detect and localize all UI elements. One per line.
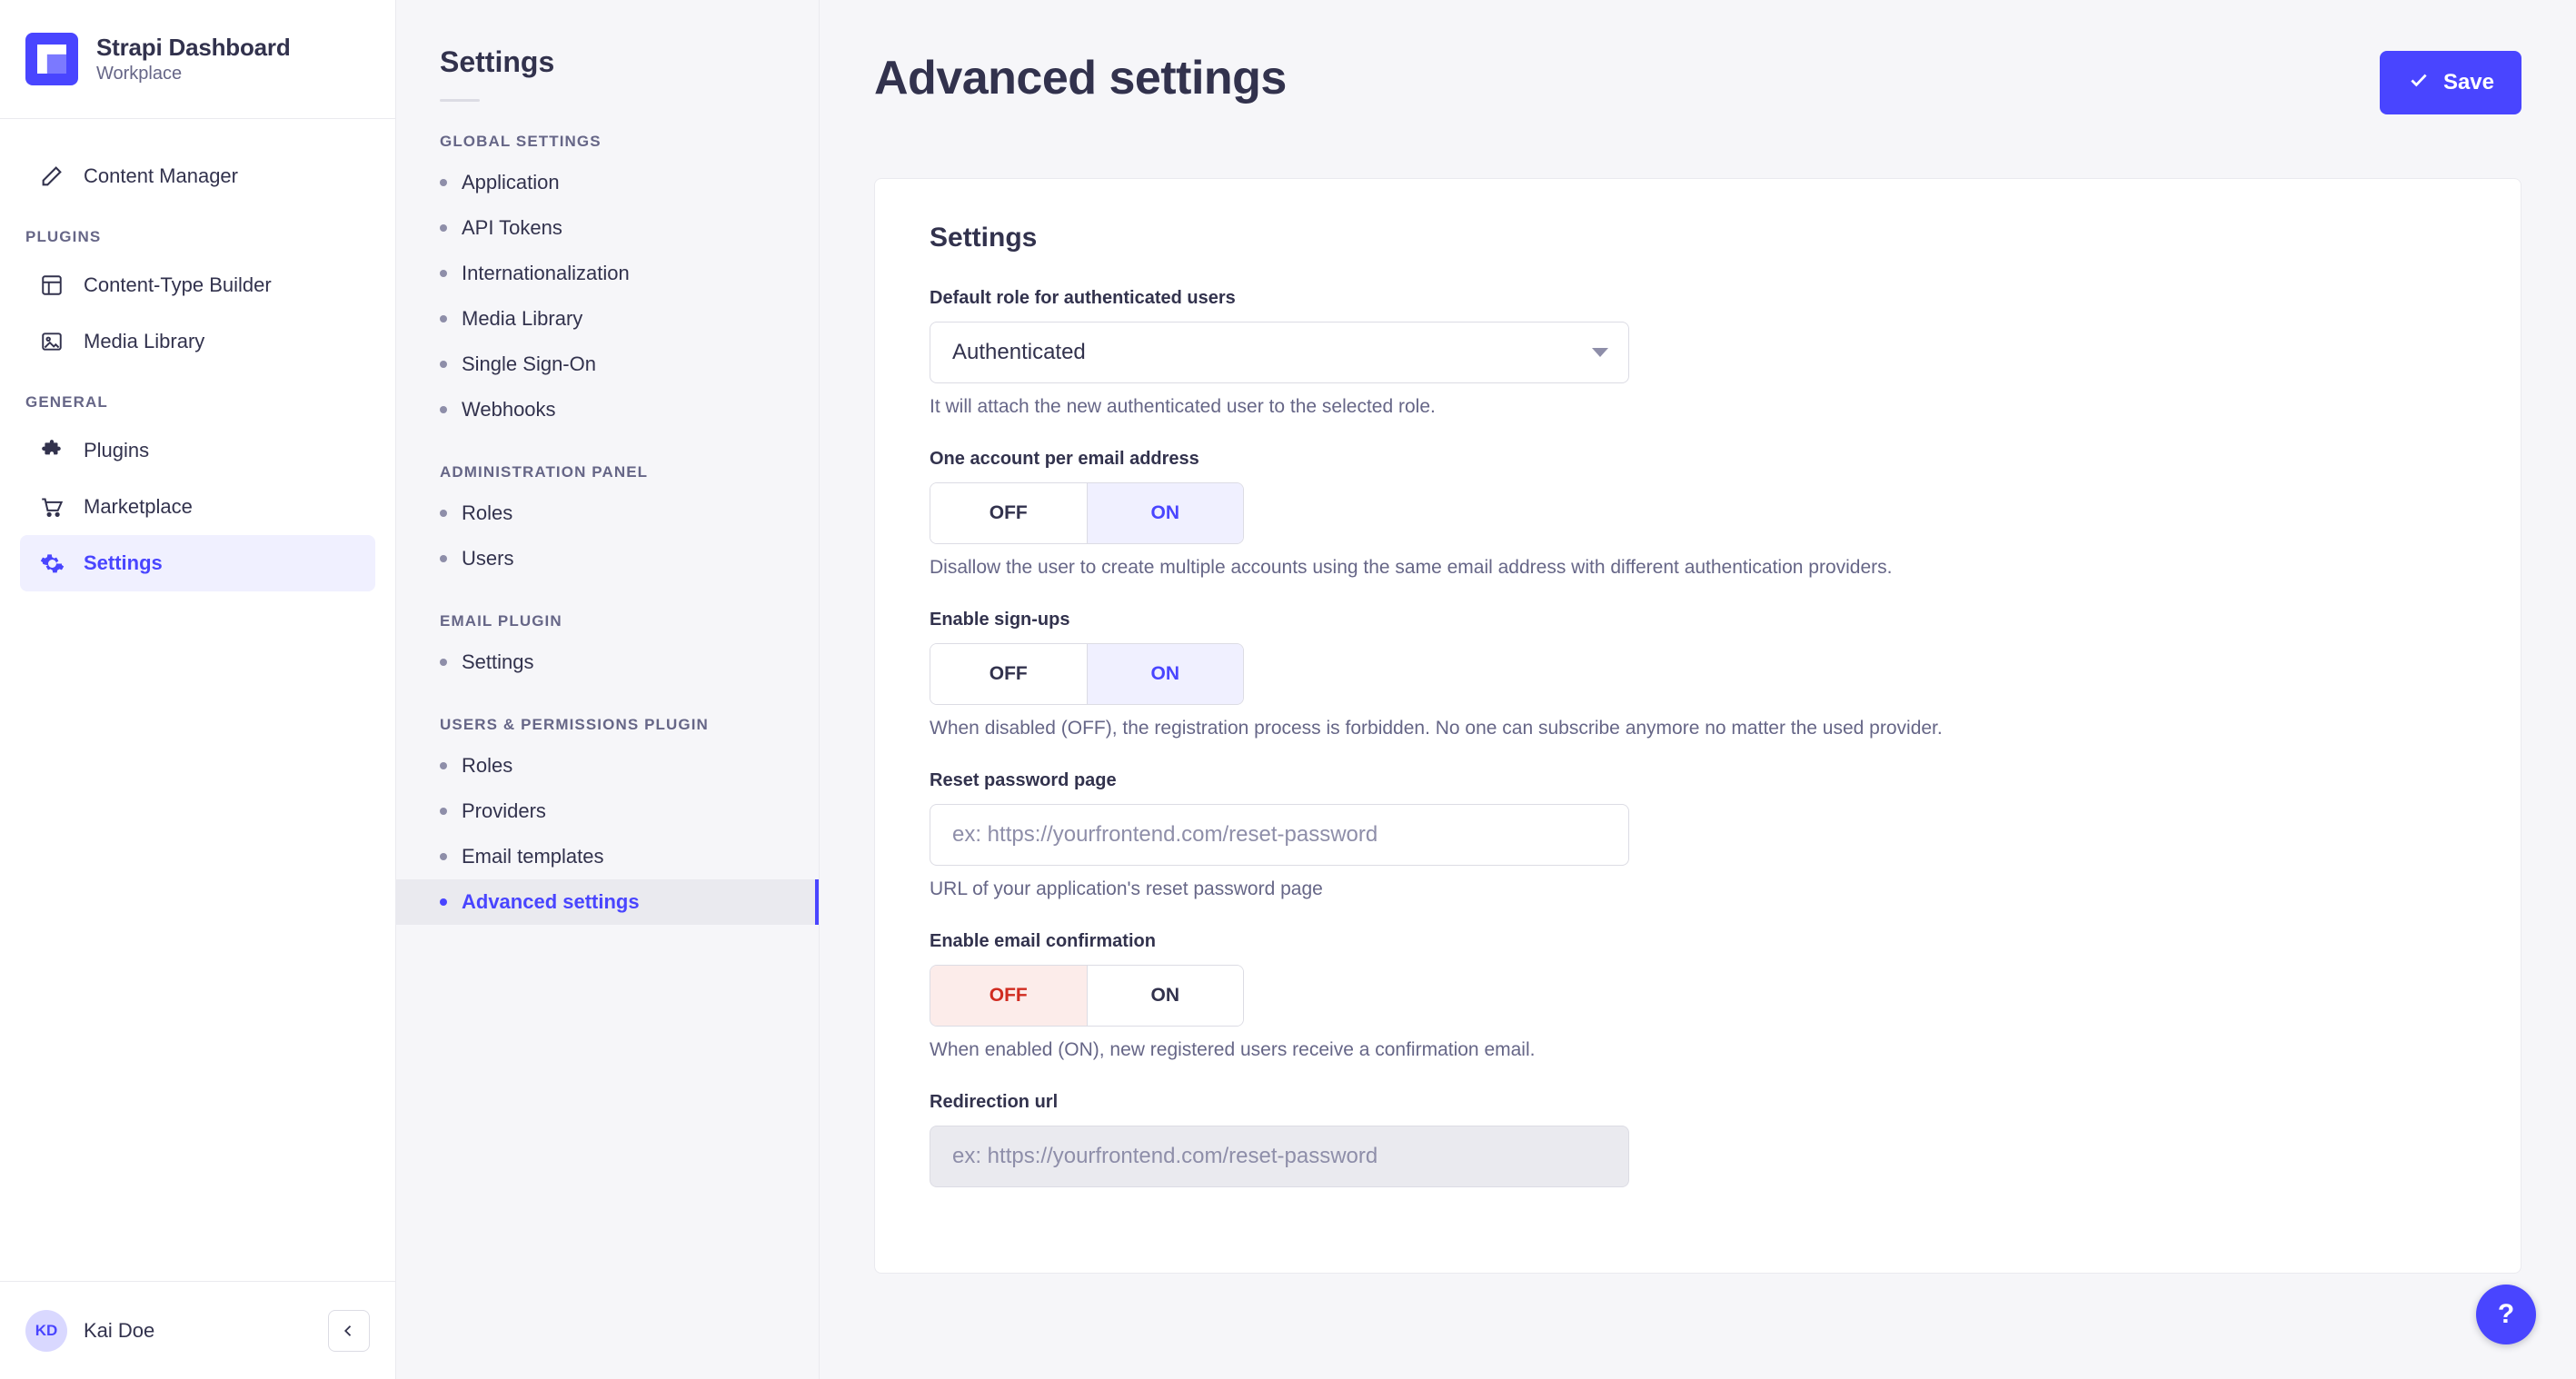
- subnav-item-label: Application: [462, 171, 560, 193]
- subnav-group-administration-panel: ADMINISTRATION PANEL: [440, 463, 649, 481]
- toggle-off-option[interactable]: OFF: [930, 483, 1087, 543]
- redirection-url-input: [930, 1126, 1629, 1187]
- bullet-icon: [440, 808, 447, 815]
- subnav-item-email-settings[interactable]: [396, 640, 819, 685]
- bullet-icon: [440, 224, 447, 232]
- field-label: Enable sign-ups: [930, 610, 1070, 630]
- save-button[interactable]: [2380, 51, 2521, 114]
- settings-card: [874, 178, 2521, 1274]
- subnav-group-global-settings: GLOBAL SETTINGS: [440, 133, 602, 150]
- sidebar-section-plugins: PLUGINS: [25, 228, 102, 245]
- sidebar-item-plugins[interactable]: [20, 422, 375, 479]
- brand-text: [96, 34, 291, 84]
- subnav-item-label: Settings: [462, 650, 534, 673]
- avatar: KD: [25, 1310, 67, 1352]
- subnav-item-advanced-settings[interactable]: [396, 879, 819, 925]
- bullet-icon: [440, 406, 447, 413]
- field-enable-signups: [930, 610, 2466, 739]
- user-block[interactable]: [25, 1310, 154, 1352]
- field-default-role: [930, 288, 2466, 418]
- subnav-group-users-permissions-plugin: USERS & PERMISSIONS PLUGIN: [440, 716, 709, 733]
- subnav-item-internationalization[interactable]: [396, 251, 819, 296]
- sidebar-item-label: Settings: [84, 551, 163, 574]
- subnav-item-label: Internationalization: [462, 262, 630, 284]
- sidebar-item-label: Content Manager: [84, 164, 238, 187]
- brand-subtitle: Workplace: [96, 64, 183, 84]
- field-label: One account per email address: [930, 449, 1199, 469]
- default-role-select[interactable]: [930, 322, 1629, 383]
- subnav-item-email-templates[interactable]: [396, 834, 819, 879]
- bullet-icon: [440, 315, 447, 322]
- subnav-group-email-plugin: EMAIL PLUGIN: [440, 612, 562, 630]
- card-title: Settings: [930, 223, 1038, 253]
- subnav-item-label: Email templates: [462, 845, 604, 868]
- subnav-item-label: Webhooks: [462, 398, 556, 421]
- check-icon: [2407, 68, 2431, 98]
- subnav-item-up-roles[interactable]: [396, 743, 819, 789]
- layout-icon: [38, 272, 65, 299]
- settings-subnav: [396, 0, 820, 1379]
- sidebar-item-marketplace[interactable]: [20, 479, 375, 535]
- bullet-icon: [440, 361, 447, 368]
- email-confirmation-toggle[interactable]: [930, 965, 1244, 1027]
- subnav-item-label: Single Sign-On: [462, 352, 596, 375]
- field-enable-email-confirmation: [930, 931, 2466, 1061]
- subnav-item-label: Media Library: [462, 307, 583, 330]
- subnav-item-application[interactable]: [396, 160, 819, 205]
- field-label: Redirection url: [930, 1092, 1059, 1112]
- toggle-off-option[interactable]: OFF: [930, 644, 1087, 704]
- sidebar-footer: [0, 1281, 395, 1379]
- pencil-icon: [38, 163, 65, 190]
- field-hint: It will attach the new authenticated user to the selected role.: [930, 396, 1436, 417]
- subnav-item-providers[interactable]: [396, 789, 819, 834]
- bullet-icon: [440, 659, 447, 666]
- field-reset-password-page: [930, 770, 2466, 900]
- toggle-on-option[interactable]: ON: [1087, 966, 1244, 1026]
- subnav-item-webhooks[interactable]: [396, 387, 819, 432]
- bullet-icon: [440, 555, 447, 562]
- sidebar-section-general: GENERAL: [25, 393, 108, 411]
- subnav-item-admin-users[interactable]: [396, 536, 819, 581]
- field-hint: When disabled (OFF), the registration process is forbidden. No one can subscribe anymore no matter the used provider.: [930, 718, 1943, 739]
- image-icon: [38, 328, 65, 355]
- sidebar-item-label: Media Library: [84, 330, 205, 352]
- subnav-title: Settings: [440, 45, 555, 78]
- field-hint: URL of your application's reset password page: [930, 878, 1323, 899]
- sidebar-item-settings[interactable]: [20, 535, 375, 591]
- bullet-icon: [440, 270, 447, 277]
- field-hint: Disallow the user to create multiple accounts using the same email address with different authentication providers.: [930, 557, 1893, 578]
- field-label: Reset password page: [930, 770, 1117, 790]
- page-title: Advanced settings: [874, 52, 1287, 104]
- field-label: Default role for authenticated users: [930, 288, 1236, 308]
- toggle-on-option[interactable]: ON: [1087, 644, 1244, 704]
- bullet-icon: [440, 898, 447, 906]
- bullet-icon: [440, 510, 447, 517]
- bullet-icon: [440, 179, 447, 186]
- sidebar-item-label: Plugins: [84, 439, 150, 461]
- question-mark-icon: ?: [2497, 1299, 2515, 1329]
- sidebar-item-label: Marketplace: [84, 495, 193, 518]
- one-account-toggle[interactable]: [930, 482, 1244, 544]
- sidebar-item-label: Content-Type Builder: [84, 273, 272, 296]
- field-redirection-url: [930, 1092, 2466, 1187]
- subnav-item-admin-roles[interactable]: [396, 491, 819, 536]
- sidebar-item-content-type-builder[interactable]: [20, 257, 375, 313]
- shopping-cart-icon: [38, 493, 65, 521]
- chevron-left-icon[interactable]: [328, 1310, 370, 1352]
- sidebar-item-media-library[interactable]: [20, 313, 375, 370]
- puzzle-icon: [38, 437, 65, 464]
- subnav-item-media-library[interactable]: [396, 296, 819, 342]
- toggle-off-option[interactable]: OFF: [930, 966, 1087, 1026]
- subnav-item-api-tokens[interactable]: [396, 205, 819, 251]
- sidebar-nav: [0, 119, 395, 1281]
- subnav-item-single-sign-on[interactable]: [396, 342, 819, 387]
- save-button-label: Save: [2442, 70, 2494, 94]
- subnav-item-label: Advanced settings: [462, 890, 640, 913]
- chevron-down-icon: [1592, 348, 1608, 357]
- main-header: [820, 0, 2576, 114]
- field-label: Enable email confirmation: [930, 931, 1156, 951]
- subnav-item-label: Roles: [462, 754, 513, 777]
- strapi-logo-icon: [25, 33, 78, 85]
- field-one-account-per-email: [930, 449, 2466, 579]
- main-content: [820, 0, 2576, 1379]
- enable-signups-toggle[interactable]: [930, 643, 1244, 705]
- brand-title: Strapi Dashboard: [96, 34, 291, 61]
- reset-password-page-input[interactable]: [930, 804, 1629, 866]
- toggle-on-option[interactable]: ON: [1087, 483, 1244, 543]
- sidebar-item-content-manager[interactable]: [20, 148, 375, 204]
- user-name: Kai Doe: [84, 1318, 155, 1342]
- default-role-value: Authenticated: [952, 340, 1086, 364]
- bullet-icon: [440, 853, 447, 860]
- gear-icon: [38, 550, 65, 577]
- subnav-item-label: Providers: [462, 799, 546, 822]
- bullet-icon: [440, 762, 447, 769]
- help-button[interactable]: [2476, 1285, 2536, 1344]
- subnav-item-label: Roles: [462, 501, 513, 524]
- main-sidebar: [0, 0, 396, 1379]
- brand-header[interactable]: [0, 0, 395, 119]
- subnav-item-label: API Tokens: [462, 216, 562, 239]
- subnav-item-label: Users: [462, 547, 514, 570]
- field-hint: When enabled (ON), new registered users receive a confirmation email.: [930, 1039, 1536, 1060]
